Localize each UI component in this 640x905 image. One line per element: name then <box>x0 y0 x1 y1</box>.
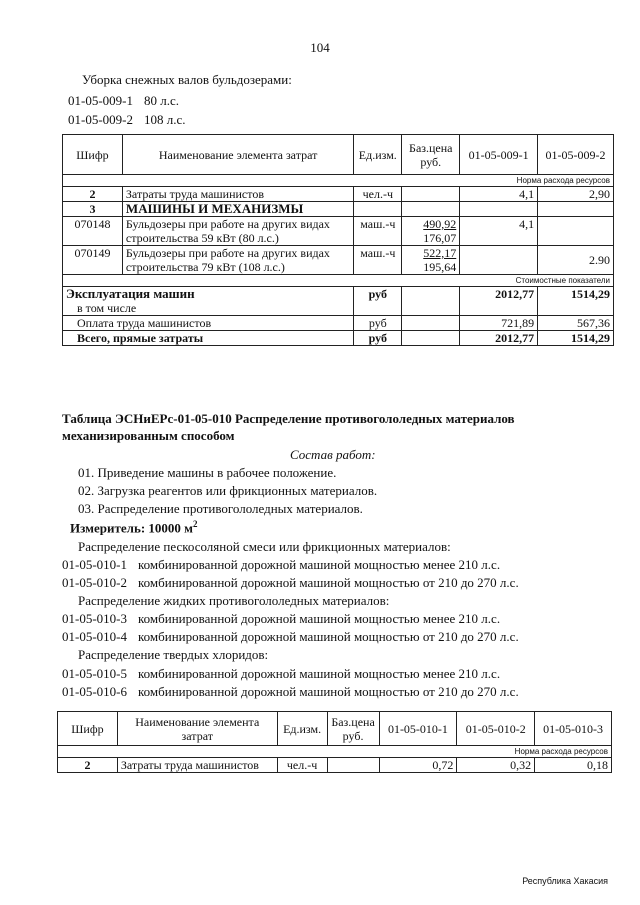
group-title: Распределение твердых хлоридов: <box>78 647 269 662</box>
footer-region: Республика Хакасия <box>522 876 608 886</box>
header-name: Наименование элемента затрат <box>122 135 353 175</box>
group-item: 01-05-010-6 комбинированной дорожной машиной мощностью от 210 до 270 л.с. <box>62 684 519 699</box>
item-code: 01-05-009-2 <box>68 112 133 127</box>
resource-table-1 <box>62 134 614 346</box>
table-header-row <box>63 135 614 175</box>
group-item: 01-05-010-1 комбинированной дорожной машиной мощностью менее 210 л.с. <box>62 557 501 572</box>
section1-item <box>68 93 179 109</box>
meter-label: Измеритель: 10000 $м^2$ <box>70 519 198 536</box>
work-step: 03. Распределение противогололедных материалов. <box>78 501 363 516</box>
table-row: 2 Затраты труда машинистов чел.-ч 0,72 0,32 0,18 <box>58 758 612 773</box>
item-text: 80 л.с. <box>144 93 180 108</box>
group-item: 01-05-010-5 комбинированной дорожной машиной мощностью менее 210 л.с. <box>62 666 501 681</box>
work-step: 01. Приведение машины в рабочее положение. <box>78 465 337 480</box>
group-item: 01-05-010-4 комбинированной дорожной машиной мощностью от 210 до 270 л.с. <box>62 629 519 644</box>
table-row: 3 МАШИНЫ И МЕХАНИЗМЫ <box>63 202 614 217</box>
cost-label-row <box>63 275 614 287</box>
header-col2: 01-05-009-2 <box>538 135 614 175</box>
table-row: Оплата труда машинистов руб 721,89 567,36 <box>63 316 614 331</box>
header-base-price: Баз.цена руб. <box>402 135 460 175</box>
group-item: 01-05-010-3 комбинированной дорожной машиной мощностью менее 210 л.с. <box>62 611 501 626</box>
table-row: 070149 Бульдозеры при работе на других видах строительства 79 кВт (108 л.с.) маш.-ч 522,17 195,64 2.90 <box>63 246 614 275</box>
resource-table-2 <box>57 711 612 773</box>
group-item: 01-05-010-2 комбинированной дорожной машиной мощностью от 210 до 270 л.с. <box>62 575 519 590</box>
group-title: Распределение пескосоляной смеси или фрикционных материалов: <box>78 539 451 554</box>
table2-title-line2: механизированным способом <box>62 428 235 443</box>
item-code: 01-05-009-1 <box>68 93 133 108</box>
table-row: в том числе <box>63 301 614 316</box>
section1-item <box>68 112 186 128</box>
cost-label: Стоимостные показатели <box>63 275 614 287</box>
table-row: Эксплуатация машин руб 2012,77 1514,29 <box>63 287 614 302</box>
page-number: 104 <box>310 40 330 55</box>
header-code: Шифр <box>63 135 123 175</box>
composition-title: Состав работ: <box>290 447 376 462</box>
header-col1: 01-05-009-1 <box>460 135 538 175</box>
table-row: 070148 Бульдозеры при работе на других видах строительства 59 кВт (80 л.с.) маш.-ч 490,92 176,07 4,1 <box>63 217 614 246</box>
norm-label: Норма расхода ресурсов <box>63 175 614 187</box>
table-row: Всего, прямые затраты руб 2012,77 1514,29 <box>63 331 614 346</box>
item-text: 108 л.с. <box>144 112 186 127</box>
norm-label-row: Норма расхода ресурсов <box>58 746 612 758</box>
section1-title: Уборка снежных валов бульдозерами: <box>82 72 292 87</box>
header-unit: Ед.изм. <box>354 135 402 175</box>
group-title: Распределение жидких противогололедных материалов: <box>78 593 390 608</box>
table-header-row: Шифр Наименование элемента затрат Ед.изм. Баз.цена руб. 01-05-010-1 01-05-010-2 01-05-010-3 <box>58 712 612 746</box>
work-step: 02. Загрузка реагентов или фрикционных материалов. <box>78 483 378 498</box>
table2-title-line1: Таблица ЭСНиЕРс-01-05-010 Распределение противогололедных материалов <box>62 411 515 426</box>
norm-label-row <box>63 175 614 187</box>
table-row: 2 Затраты труда машинистов чел.-ч 4,1 2,90 <box>63 187 614 202</box>
